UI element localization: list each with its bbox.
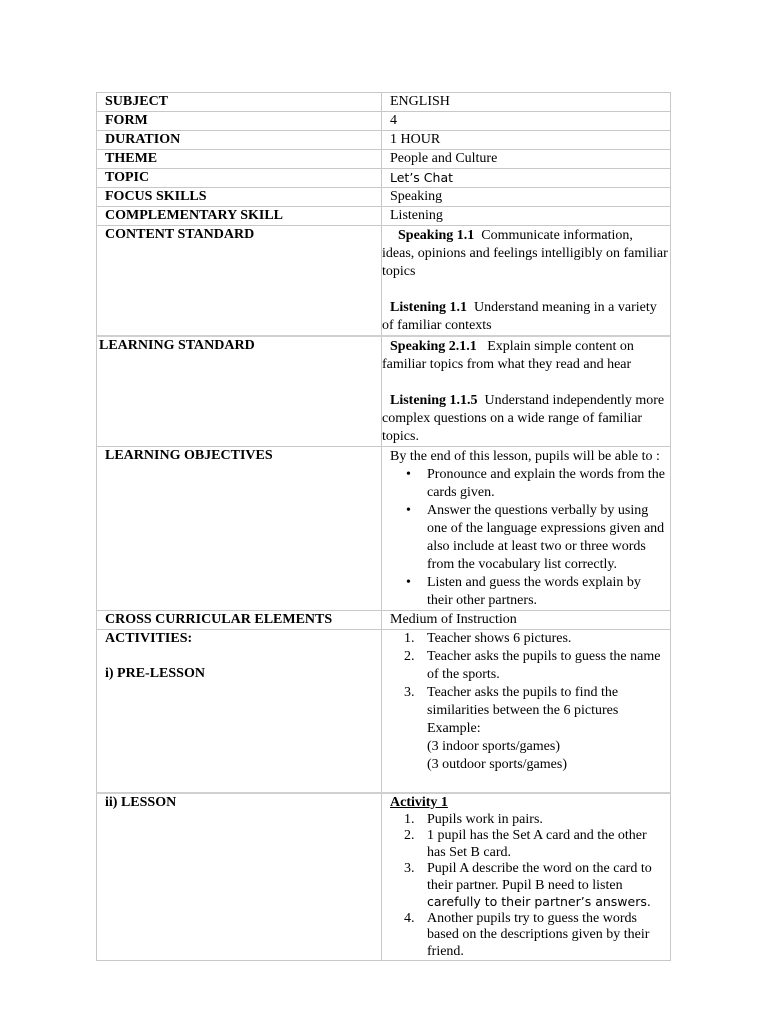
objective-item: • Pronounce and explain the words from the cards given. [382, 466, 668, 502]
subject-label: SUBJECT [97, 93, 382, 111]
content-standard-label: CONTENT STANDARD [97, 226, 382, 335]
pre-lesson-step: 3. Teacher asks the pupils to find the similarities between the 6 pictures Example: (3 indoor sports/games) (3 outdoor sports/games) [382, 684, 668, 774]
complementary-skill-label: COMPLEMENTARY SKILL [97, 207, 382, 225]
row-activities-pre-lesson [96, 630, 671, 794]
row-learning-objectives [96, 447, 671, 611]
row-focus-skills [96, 188, 671, 207]
lesson-step: 3. Pupil A describe the word on the card to their partner. Pupil B need to listen carefully to their partner’s answers. [382, 861, 668, 911]
example-outdoor: (3 outdoor sports/games) [427, 757, 567, 772]
activities-label: ACTIVITIES: [105, 631, 193, 646]
theme-label: THEME [97, 150, 382, 168]
pre-lesson-step: 2. Teacher asks the pupils to guess the name of the sports. [404, 649, 661, 682]
pre-lesson-steps [382, 630, 668, 774]
row-form [96, 112, 671, 131]
row-content-standard [96, 226, 671, 337]
lesson-step: 2. 1 pupil has the Set A card and the other has Set B card. [404, 828, 647, 860]
complementary-skill-value: Listening [390, 208, 443, 223]
duration-label: DURATION [97, 131, 382, 149]
learning-standard-listening-code: Listening 1.1.5 [390, 393, 478, 408]
row-subject [96, 92, 671, 112]
content-standard-listening-code: Listening 1.1 [390, 300, 468, 315]
content-standard-speaking-text: Communicate information, ideas, opinions and feelings intelligibly on familiar topics [382, 228, 668, 279]
learning-standard-listening-text: Understand independently more complex questions on a wide range of familiar topics. [382, 393, 665, 444]
row-lesson [96, 794, 671, 961]
example-indoor: (3 indoor sports/games) [427, 739, 560, 754]
focus-skills-value: Speaking [390, 189, 443, 204]
objectives-list [382, 466, 668, 610]
objective-item: • Answer the questions verbally by using one of the language expressions given and also include at least two or three words from the vocabulary list correctly. [382, 502, 668, 574]
learning-standard-label: LEARNING STANDARD [97, 337, 382, 446]
form-label: FORM [97, 112, 382, 130]
duration-value: 1 HOUR [390, 132, 441, 147]
lesson-label: ii) LESSON [97, 794, 382, 960]
learning-standard-speaking-code: Speaking 2.1.1 [390, 339, 477, 354]
learning-objectives-intro: By the end of this lesson, pupils will be able to : [390, 449, 660, 464]
content-standard-speaking-code: Speaking 1.1 [398, 228, 475, 243]
lesson-plan-table [96, 92, 671, 961]
objective-item: • Listen and guess the words explain by their other partners. [382, 574, 668, 610]
pre-lesson-label: i) PRE-LESSON [105, 666, 205, 681]
lesson-step-3-tail: carefully to their partner’s answers. [427, 894, 651, 909]
pre-lesson-step: 1. Teacher shows 6 pictures. [404, 631, 572, 646]
form-value: 4 [390, 113, 397, 128]
learning-standard-speaking-text: Explain simple content on familiar topics from what they read and hear [382, 339, 634, 372]
focus-skills-label: FOCUS SKILLS [97, 188, 382, 206]
lesson-step: 1. Pupils work in pairs. [404, 811, 543, 827]
topic-value: Let’s Chat [390, 170, 454, 185]
lesson-steps [382, 812, 668, 961]
learning-objectives-label: LEARNING OBJECTIVES [97, 447, 382, 610]
example-label: Example: [427, 721, 481, 736]
lesson-step: 4. Another pupils try to guess the words based on the descriptions given by their friend. [404, 910, 650, 959]
topic-label: TOPIC [97, 169, 382, 187]
row-theme [96, 150, 671, 169]
theme-value: People and Culture [390, 151, 498, 166]
row-topic [96, 169, 671, 188]
row-cross-curricular [96, 611, 671, 630]
cross-curricular-label: CROSS CURRICULAR ELEMENTS [97, 611, 382, 629]
content-standard-listening-text: Understand meaning in a variety of familiar contexts [382, 300, 657, 333]
row-duration [96, 131, 671, 150]
row-complementary-skill [96, 207, 671, 226]
subject-value: ENGLISH [390, 94, 450, 109]
activity-1-title: Activity 1 [390, 795, 448, 810]
row-learning-standard [96, 337, 671, 447]
cross-curricular-value: Medium of Instruction [390, 612, 517, 627]
